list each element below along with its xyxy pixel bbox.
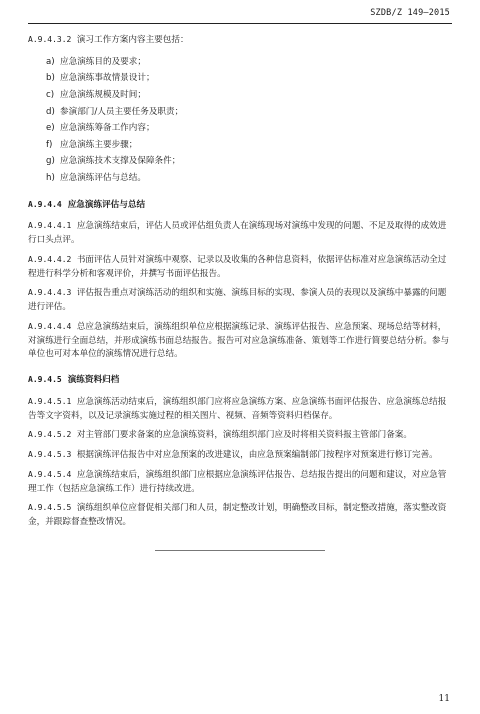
section-title: 演练资料归档 [67,375,120,385]
list-item [28,87,452,104]
list-item-text: 应急演练主要步骤； [60,139,138,150]
page-number: 11 [438,694,450,704]
section-heading-a944 [28,199,452,213]
list-marker: h) [46,172,55,183]
clause-text: 应急演练活动结束后，演练组织部门应将应急演练方案、应急演练书面评估报告、应急演练总结报告等文字资料，以及记录演练实施过程的相关图片、视频、音频等资料归档保存。 [28,396,447,421]
page-body [28,34,452,551]
list-item [28,104,452,121]
clause-number: A.9.4.5.2 [28,430,72,440]
clause-paragraph [28,321,452,362]
clause-text: 演习工作方案内容主要包括： [76,35,189,45]
section-number: A.9.4.5 [28,375,62,384]
clause-paragraph [28,254,452,282]
clause-paragraph [28,429,452,443]
clause-paragraph [28,396,452,424]
clause-text: 书面评估人员针对演练中观察、记录以及收集的各种信息资料，依据评估标准对应急演练活动全过程进行科学分析和客观评价，并撰写书面评估报告。 [28,254,447,279]
clause-text: 评估报告重点对演练活动的组织和实施、演练目标的实现、参演人员的表现以及演练中暴露的问题进行评估。 [28,288,447,312]
list-item-text: 应急演练事故情景设计； [60,73,155,84]
clause-number: A.9.4.3.2 [28,35,72,44]
clauses-a944 [28,220,452,362]
clause-paragraph [28,287,452,315]
clause-text: 总应急演练结束后，演练组织单位应根据演练记录、演练评估报告、应急预案、现场总结等材料，对演练进行全面总结，并形成演练书面总结报告。报告可对应急演练准备、策划等工作进行简要总结分析。参与单位也可对本单位的演练情况进行总结。 [28,321,450,360]
clause-number: A.9.4.5.1 [28,396,72,406]
plan-contents-list [28,54,452,187]
list-item [28,54,452,71]
clause-a9432 [28,34,452,48]
list-marker: a) [46,56,55,67]
clause-paragraph [28,502,452,530]
header-divider [28,23,452,24]
clause-text: 应急演练结束后，演练组织部门应根据应急演练评估报告、总结报告提出的问题和建议，对应急管理工作（包括应急演练工作）进行持续改进。 [28,469,447,494]
clause-paragraph [28,469,452,497]
clauses-a945 [28,396,452,530]
list-item [28,170,452,187]
clause-paragraph [28,449,452,463]
section-heading-a945 [28,374,452,388]
list-item-text: 应急演练规模及时间； [60,89,146,100]
list-item-text: 应急演练评估与总结。 [60,172,146,183]
section-title: 应急演练评估与总结 [67,199,146,210]
document-code: SZDB/Z 149—2015 [370,8,450,18]
list-item [28,137,452,154]
section-number: A.9.4.4 [28,199,62,209]
list-item-text: 参演部门/人员主要任务及职责； [60,106,184,117]
list-marker: c) [46,89,55,100]
clause-text: 根据演练评估报告中对应急预案的改进建议，由应急预案编制部门按程序对预案进行修订完善。 [76,450,438,460]
clause-text: 演练组织单位应督促相关部门和人员，制定整改计划，明确整改目标，制定整改措施，落实整改资金，并跟踪督查整改情况。 [28,503,447,527]
list-item [28,120,452,137]
list-marker: e) [46,123,55,134]
clause-number: A.9.4.5.4 [28,469,72,479]
list-item-text: 应急演练技术支撑及保障条件； [60,156,181,167]
list-marker: b) [46,73,55,84]
clause-number: A.9.4.4.3 [28,288,72,298]
list-marker: g) [46,156,55,167]
list-marker: f) [46,139,53,150]
clause-number: A.9.4.5.3 [28,450,72,459]
end-of-text-rule [155,550,325,551]
clause-number: A.9.4.4.2 [28,254,72,264]
clause-number: A.9.4.4.1 [28,221,72,231]
list-item [28,70,452,87]
list-item [28,153,452,170]
clause-number: A.9.4.5.5 [28,503,72,513]
list-item-text: 应急演练目的及要求； [60,56,146,67]
list-marker: d) [46,106,55,117]
clause-text: 对主管部门要求备案的应急演练资料，演练组织部门应及时将相关资料报主管部门备案。 [76,430,412,441]
clause-text: 应急演练结束后，评估人员或评估组负责人在演练现场对演练中发现的问题、不足及取得的成效进行口头点评。 [28,221,447,245]
clause-number: A.9.4.4.4 [28,321,72,331]
clause-paragraph [28,220,452,248]
list-item-text: 应急演练筹备工作内容； [60,123,155,134]
